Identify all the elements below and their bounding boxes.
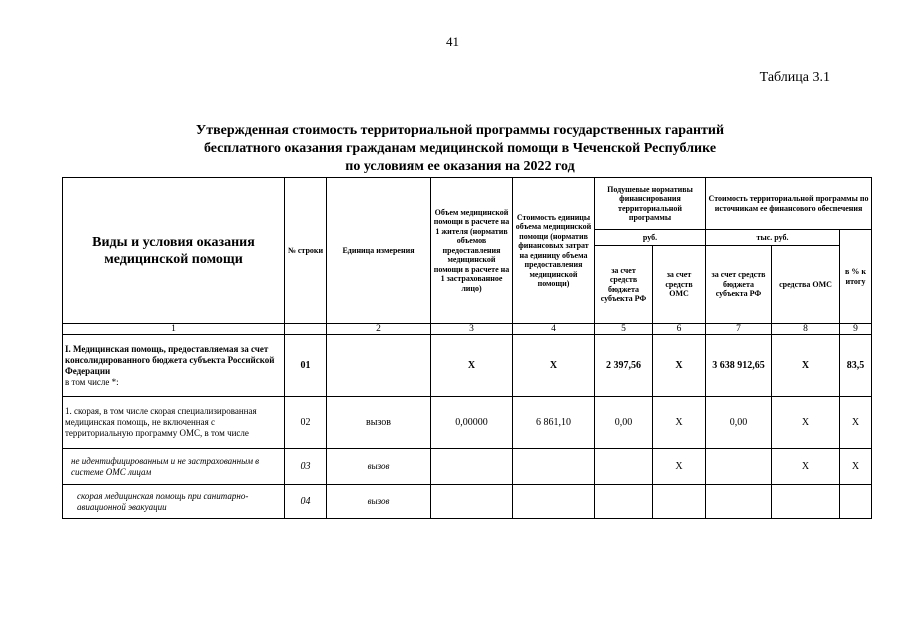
header-thous-rub: тыс. руб. xyxy=(706,230,840,246)
title-line-2: бесплатного оказания гражданам медицинской помощи в Чеченской Республике xyxy=(203,141,717,156)
row-number: 04 xyxy=(285,485,327,519)
cell-oms-thous: X xyxy=(772,397,840,449)
page-number: 41 xyxy=(446,34,459,49)
cell-volume: X xyxy=(431,335,513,397)
header-cost-total: Стоимость территориальной программы по источникам ее финансового обеспечения xyxy=(706,178,872,230)
cell-oms xyxy=(653,485,706,519)
column-number: 7 xyxy=(706,324,772,335)
cell-unit-cost xyxy=(513,449,595,485)
row-label-main: I. Медицинская помощь, предоставляемая за счет консолидированного бюджета субъекта Российской Федерации xyxy=(65,343,275,376)
column-number: 5 xyxy=(595,324,653,335)
column-number: 3 xyxy=(431,324,513,335)
row-label xyxy=(63,335,285,397)
row-unit xyxy=(327,335,431,397)
table-row xyxy=(63,485,872,519)
table-row xyxy=(63,397,872,449)
cell-budget-rf: 2 397,56 xyxy=(595,335,653,397)
cell-budget-rf-thous xyxy=(706,449,772,485)
table-label: Таблица 3.1 xyxy=(759,70,830,85)
cost-table xyxy=(62,177,872,519)
cell-oms: X xyxy=(653,397,706,449)
column-number: 8 xyxy=(772,324,840,335)
header-unit-cost: Стоимость единицы объема медицинской помощи (норматив финансовых затрат на единицу объема предоставления медицинской помощи) xyxy=(513,178,595,324)
header-volume: Объем медицинской помощи в расчете на 1 жителя (норматив объемов предоставления медицинской помощи в расчете на 1 застрахованное лицо) xyxy=(431,178,513,324)
row-unit: вызов xyxy=(327,397,431,449)
header-budget-rf-2: за счет средств бюджета субъекта РФ xyxy=(706,246,772,324)
row-label-sub: в том числе *: xyxy=(65,376,119,387)
row-label: 1. скорая, в том числе скорая специализированная медицинская помощь, не включенная с территориальную программу ОМС, в том числе xyxy=(63,397,285,449)
title-line-3: по условиям ее оказания на 2022 год xyxy=(345,159,575,174)
cell-budget-rf-thous: 3 638 912,65 xyxy=(706,335,772,397)
header-types: Виды и условия оказания медицинской помощи xyxy=(63,178,285,324)
header-percent: в % к итогу xyxy=(840,230,872,324)
cell-percent xyxy=(840,485,872,519)
row-number: 01 xyxy=(285,335,327,397)
cell-volume xyxy=(431,449,513,485)
cell-budget-rf: 0,00 xyxy=(595,397,653,449)
cell-oms-thous xyxy=(772,485,840,519)
cell-oms-thous: X xyxy=(772,449,840,485)
cell-budget-rf xyxy=(595,449,653,485)
cell-budget-rf-thous: 0,00 xyxy=(706,397,772,449)
document-title xyxy=(100,122,820,176)
header-unit: Единица измерения xyxy=(327,178,431,324)
row-unit: вызов xyxy=(327,449,431,485)
row-unit: вызов xyxy=(327,485,431,519)
header-per-capita: Подушевые нормативы финансирования территориальной программы xyxy=(595,178,706,230)
column-number: 1 xyxy=(63,324,285,335)
row-number: 03 xyxy=(285,449,327,485)
header-oms-short: за счет средств ОМС xyxy=(653,246,706,324)
cell-percent: 83,5 xyxy=(840,335,872,397)
cell-percent: X xyxy=(840,449,872,485)
cell-volume xyxy=(431,485,513,519)
table-row xyxy=(63,449,872,485)
row-label: не идентифицированным и не застрахованным в системе ОМС лицам xyxy=(63,449,285,485)
header-row-no: № строки xyxy=(285,178,327,324)
title-line-1: Утвержденная стоимость территориальной программы государственных гарантий xyxy=(195,123,725,138)
cell-percent: X xyxy=(840,397,872,449)
column-number: 2 xyxy=(327,324,431,335)
column-numbers-row xyxy=(63,324,872,335)
column-number: 6 xyxy=(653,324,706,335)
header-rub: руб. xyxy=(595,230,706,246)
cell-volume: 0,00000 xyxy=(431,397,513,449)
cell-unit-cost: 6 861,10 xyxy=(513,397,595,449)
cell-oms-thous: X xyxy=(772,335,840,397)
cell-unit-cost: X xyxy=(513,335,595,397)
column-number: 4 xyxy=(513,324,595,335)
cell-oms: X xyxy=(653,449,706,485)
column-number: 9 xyxy=(840,324,872,335)
header-budget-rf: за счет средств бюджета субъекта РФ xyxy=(595,246,653,324)
cell-oms: X xyxy=(653,335,706,397)
cell-budget-rf xyxy=(595,485,653,519)
header-oms-funds: средства ОМС xyxy=(772,246,840,324)
cell-unit-cost xyxy=(513,485,595,519)
row-number: 02 xyxy=(285,397,327,449)
cell-budget-rf-thous xyxy=(706,485,772,519)
table-row xyxy=(63,335,872,397)
column-number xyxy=(285,324,327,335)
row-label: скорая медицинская помощь при санитарно-авиационной эвакуации xyxy=(63,485,285,519)
